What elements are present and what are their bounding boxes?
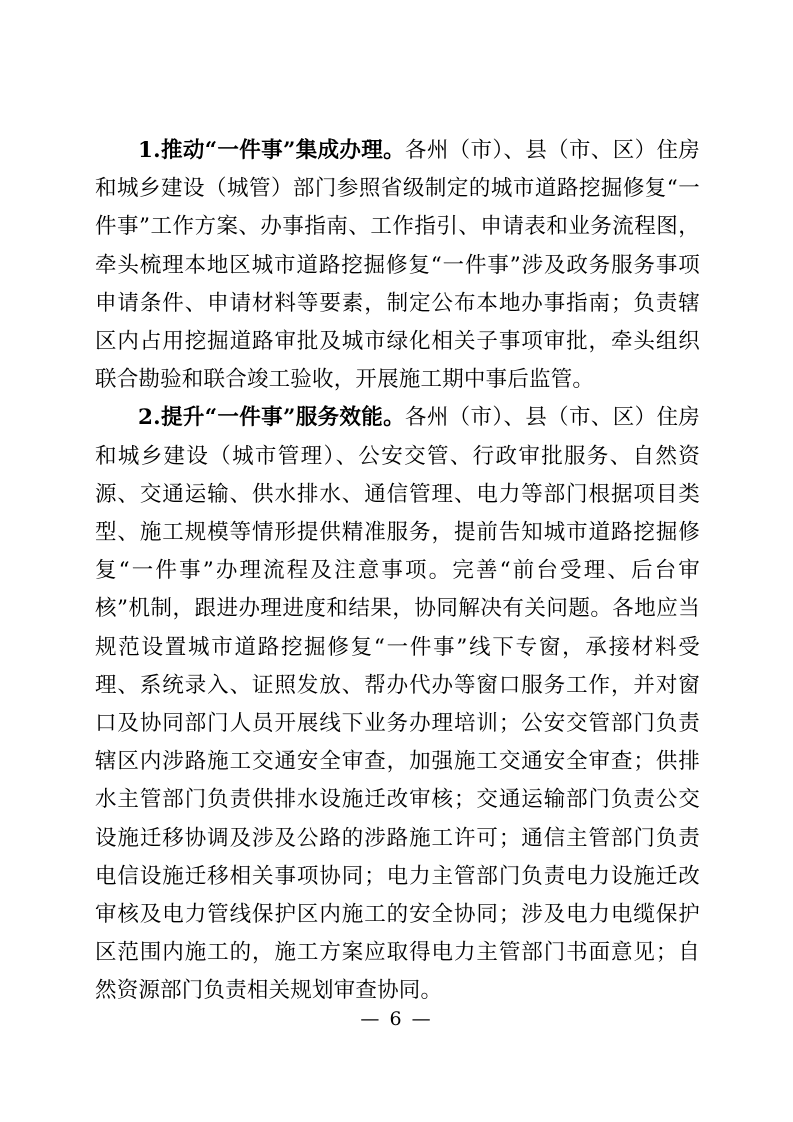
paragraph-1-lead: 1.推动“一件事”集成办理。	[138, 138, 405, 163]
paragraph-2	[95, 399, 700, 1010]
paragraph-1	[95, 132, 700, 399]
page-footer	[0, 1008, 793, 1030]
page-number: — 6 —	[360, 1008, 433, 1030]
paragraph-2-body: 各州（市）、县（市、区）住房和城乡建设（城市管理）、公安交管、行政审批服务、自然资源、交通运输、供水排水、通信管理、电力等部门根据项目类型、施工规模等情形提供精准服务，提前告知城市道路挖掘修复“一件事”办理流程及注意事项。完善“前台受理、后台审核”机制，跟进办理进度和结果，协同解决有关问题。各地应当规范设置城市道路挖掘修复“一件事”线下专窗，承接材料受理、系统录入、证照发放、帮办代办等窗口服务工作，并对窗口及协同部门人员开展线下业务办理培训；公安交管部门负责辖区内涉路施工交通安全审查，加强施工交通安全审查；供排水主管部门负责供排水设施迁改审核；交通运输部门负责公交设施迁移协调及涉及公路的涉路施工许可；通信主管部门负责电信设施迁移相关事项协同；电力主管部门负责电力设施迁改审核及电力管线保护区内施工的安全协同；涉及电力电缆保护区范围内施工的，施工方案应取得电力主管部门书面意见；自然资源部门负责相关规划审查协同。	[95, 405, 700, 1004]
paragraph-1-body: 各州（市）、县（市、区）住房和城乡建设（城管）部门参照省级制定的城市道路挖掘修复“一件事”工作方案、办事指南、工作指引、申请表和业务流程图，牵头梳理本地区城市道路挖掘修复“一件事”涉及政务服务事项申请条件、申请材料等要素，制定公布本地办事指南；负责辖区内占用挖掘道路审批及城市绿化相关子事项审批，牵头组织联合勘验和联合竣工验收，开展施工期中事后监管。	[95, 138, 700, 393]
document-body	[95, 132, 700, 1011]
paragraph-2-lead: 2.提升“一件事”服务效能。	[138, 405, 405, 431]
